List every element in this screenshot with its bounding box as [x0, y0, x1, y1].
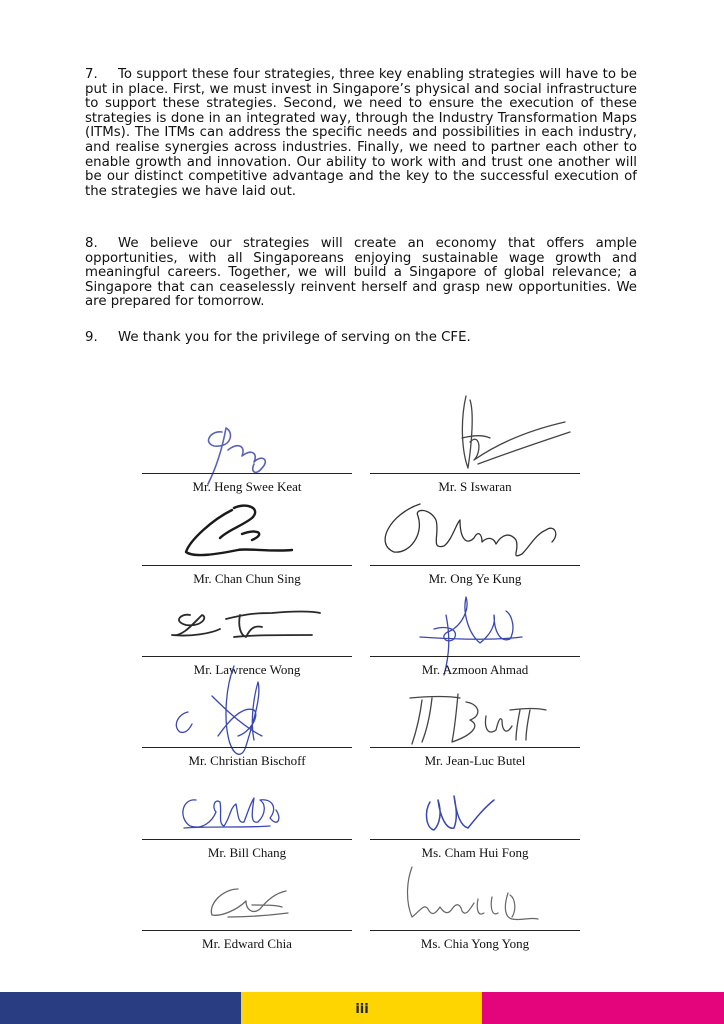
signature-line [142, 473, 352, 474]
paragraph-number: 7. [85, 67, 98, 82]
signature-stroke [427, 796, 494, 830]
signatory-name: Mr. Christian Bischoff [188, 753, 306, 768]
signature-line [370, 565, 580, 566]
paragraph-text: We thank you for the privilege of serving on the CFE. [118, 330, 471, 345]
signature-line [370, 747, 580, 748]
signature-stroke [462, 396, 570, 468]
signature-block [370, 494, 580, 584]
signature-block [370, 676, 580, 766]
signature-block [370, 859, 580, 949]
paragraph-9 [85, 331, 637, 346]
signature-stroke [408, 867, 539, 920]
signature-line [370, 930, 580, 931]
signature-block [370, 402, 580, 492]
signature-line [370, 473, 580, 474]
signature-stroke [183, 798, 279, 828]
signatory-name: Mr. Azmoon Ahmad [421, 662, 529, 677]
signature-line [142, 930, 352, 931]
signatory-name: Mr. Bill Chang [207, 845, 287, 860]
signature-line [142, 565, 352, 566]
signature-block [142, 768, 352, 858]
paragraph-number: 9. [85, 330, 98, 345]
signature-block [370, 585, 580, 675]
page-number: iii [355, 1002, 369, 1017]
paragraph-text: To support these four strategies, three key enabling strategies will have to be put in place. First, we must invest in Singapore’s physical and social infrastructure to support these strategies. Second, we need to ensure the execution of these strategies is done in an integrated way, through the Industry Transformation Maps (ITMs). The ITMs can address the specific needs and possibilities in each industry, and realise synergies across industries. Finally, we need to partner each other to enable growth and innovation. Our ability to work with and trust one another will be our distinct competitive advantage and the key to the successful execution of the strategies we have laid out. [85, 67, 637, 199]
signature-stroke [176, 666, 262, 754]
paragraph-number: 8. [85, 236, 98, 251]
signature-line [370, 656, 580, 657]
signature-block [370, 768, 580, 858]
signature-block [142, 494, 352, 584]
signatory-name: Mr. Edward Chia [202, 936, 292, 951]
signatory-name: Mr. S Iswaran [438, 479, 512, 494]
signature-block [142, 859, 352, 949]
signatory-name: Mr. Heng Swee Keat [192, 479, 302, 494]
signature-stroke [208, 428, 265, 484]
signature-stroke [211, 889, 288, 917]
signature-line [142, 839, 352, 840]
signatory-name: Mr. Ong Ye Kung [428, 571, 522, 586]
paragraph-7 [85, 68, 637, 199]
signature-line [142, 747, 352, 748]
signatory-name: Ms. Cham Hui Fong [421, 845, 529, 860]
paragraph-text: We believe our strategies will create an economy that offers ample opportunities, with all Singaporeans enjoying sustainable wage growth and meaningful careers. Together, we will build a Singapore of global relevance; a Singapore that can ceaselessly reinvent herself and grasp new opportunities. We are prepared for tomorrow. [85, 236, 637, 310]
signature-block [142, 402, 352, 492]
signatory-name: Mr. Jean-Luc Butel [424, 753, 526, 768]
paragraph-8 [85, 237, 637, 310]
signatory-name: Mr. Lawrence Wong [193, 662, 301, 677]
signature-stroke [385, 504, 556, 556]
signature-stroke [410, 694, 546, 744]
signature-stroke [186, 506, 292, 555]
signatory-name: Ms. Chia Yong Yong [420, 936, 530, 951]
signature-block [142, 676, 352, 766]
signature-line [142, 656, 352, 657]
signature-block [142, 585, 352, 675]
signatory-name: Mr. Chan Chun Sing [193, 571, 301, 586]
signature-line [370, 839, 580, 840]
signature-stroke [172, 612, 320, 638]
